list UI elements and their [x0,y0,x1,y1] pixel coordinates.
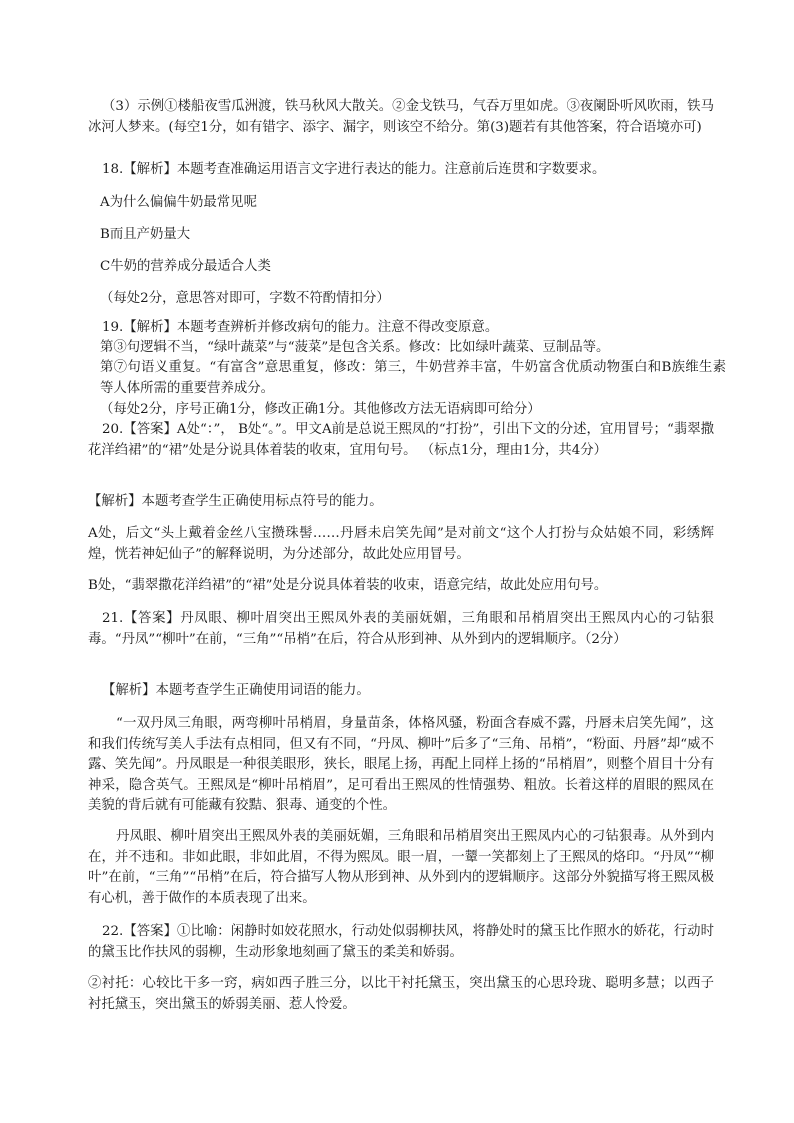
answer-18-b: B而且产奶量大 [100,227,191,242]
answer-17-3: （3）示例①楼船夜雪瓜洲渡，铁马秋风大散关。②金戈铁马，气吞万里如虎。③夜阑卧听风吹雨，铁马冰河人梦来。(每空1分，如有错字、添字、漏字，则该空不给分。第(3)题若有其他答案，符合语境亦可) [88,99,714,135]
answer-19-sentence-3: 第③句逻辑不当，“绿叶蔬菜”与“菠菜”是包含关系。修改：比如绿叶蔬菜、豆制品等。 [100,340,610,355]
answer-20: 20.【答案】A处“：”， B处“。”。甲文A前是总说王熙凤的“打扮”，引出下文的分述，宜用冒号；“翡翠撒花洋绉裙”的“裙”处是分说具体着装的收束，宜用句号。 （标点1分，理由1分，共4分） [88,422,714,458]
answer-19-scoring: （每处2分，序号正确1分，修改正确1分。其他修改方法无语病即可给分） [100,402,541,417]
answer-21-explanation-2: 丹凤眼、柳叶眉突出王熙凤外表的美丽妩媚，三角眼和吊梢眉突出王熙凤内心的刁钻狠毒。从外到内在，并不违和。非如此眼，非如此眉，不得为熙凤。眼一眉，一颦一笑都刻上了王熙凤的烙印。“丹凤”“柳叶”在前，“三角”“吊梢”在后，符合描写人物从形到神、从外到内的逻辑顺序。这部分外貌描写将王熙凤极有心机，善于做作的本质表现了出来。 [88,829,714,906]
answer-21-explanation-1: “一双丹凤三角眼，两弯柳叶吊梢眉，身量苗条，体格风骚，粉面含春威不露，丹唇未启笑先闻”，这和我们传统写美人手法有点相同，但又有不同，“丹凤、柳叶”后多了“三角、吊梢”，“粉面、丹唇”却“威不露、笑先闻”。丹凤眼是一种很美眼形，狭长，眼尾上扬，再配上同样上扬的“吊梢眉”，则整个眉目十分有神采，隐含英气。王熙凤是“柳叶吊梢眉”，足可看出王熙凤的性情强势、粗放。长着这样的眉眼的熙凤在美貌的背后就有可能藏有狡黠、狠毒、通变的个性。 [88,716,714,813]
answer-18-c: C牛奶的营养成分最适合人类 [100,259,271,274]
answer-21: 21.【答案】丹凤眼、柳叶眉突出王熙凤外表的美丽妩媚，三角眼和吊梢眉突出王熙凤内心的刁钻狠毒。“丹凤”“柳叶”在前，“三角”“吊梢”在后，符合从形到神、从外到内的逻辑顺序。（2分） [88,611,714,647]
answer-19-analysis: 19.【解析】本题考查辨析并修改病句的能力。注意不得改变原意。 [102,320,499,335]
answer-22-point-1: 22.【答案】①比喻：闲静时如姣花照水，行动处似弱柳扶风，将静处时的黛玉比作照水的娇花，行动时的黛玉比作扶风的弱柳，生动形象地刻画了黛玉的柔美和娇弱。 [88,924,714,960]
answer-18-a: A为什么偏偏牛奶最常见呢 [100,195,257,210]
answer-19-sentence-7: 第⑦句语义重复。“有富含”意思重复，修改：第三，牛奶营养丰富，牛奶富含优质动物蛋白和B族维生素等人体所需的重要营养成分。 [100,360,726,396]
answer-20-point-a: A处，后文“头上戴着金丝八宝攒珠髻……丹唇未启笑先闻”是对前文“这个人打扮与众姑娘不同，彩绣辉煌，恍若神妃仙子”的解释说明，为分述部分，故此处应用冒号。 [88,526,714,562]
answer-18-scoring: （每处2分，意思答对即可，字数不符酌情扣分） [100,291,390,306]
answer-22-point-2: ②衬托：心较比干多一窍，病如西子胜三分，以比干衬托黛玉，突出黛玉的心思玲珑、聪明多慧；以西子衬托黛玉，突出黛玉的娇弱美丽、惹人怜爱。 [88,976,714,1012]
answer-20-analysis: 【解析】本题考查学生正确使用标点符号的能力。 [88,494,383,509]
answer-18-analysis: 18.【解析】本题考查准确运用语言文字进行表达的能力。注意前后连贯和字数要求。 [102,162,606,177]
answer-21-analysis: 【解析】本题考查学生正确使用词语的能力。 [102,683,370,698]
answer-20-point-b: B处，“翡翠撒花洋绉裙”的“裙”处是分说具体着装的收束，语意完结，故此处应用句号。 [88,578,608,593]
